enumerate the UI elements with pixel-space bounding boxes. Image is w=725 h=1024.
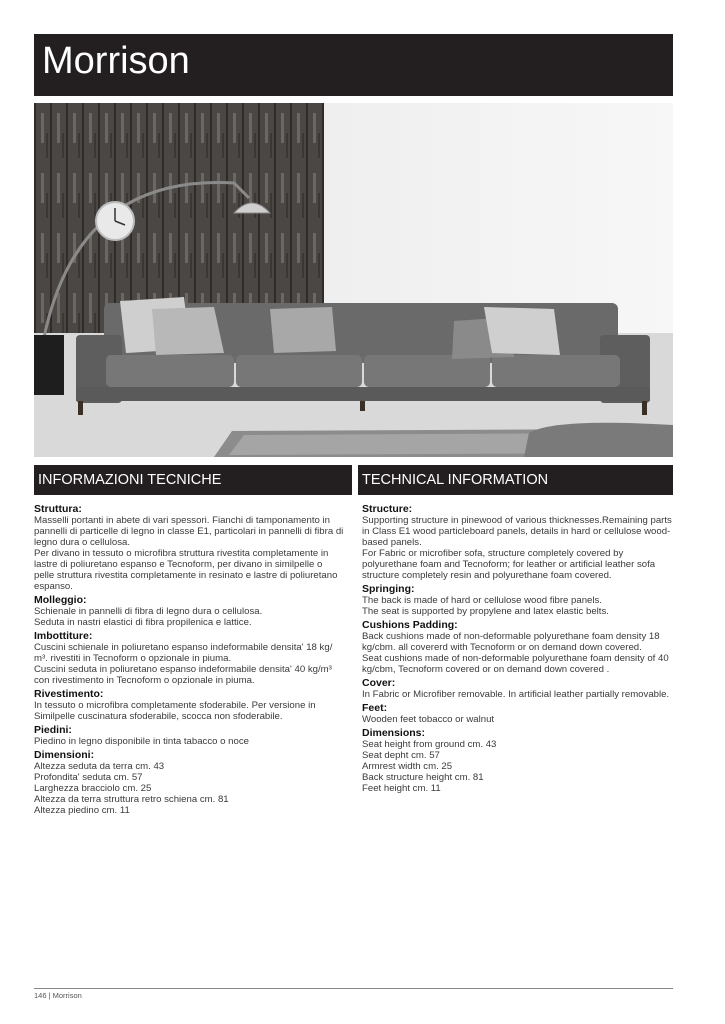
heading-en-text: TECHNICAL INFORMATION — [362, 472, 549, 488]
block-heading: Springing: — [362, 583, 415, 595]
block-line: structure completely resin and polyurethane foam covered. — [362, 570, 612, 581]
block-heading: Cushions Padding: — [362, 619, 458, 631]
block-line: Cuscini seduta in poliuretano espanso indeformabile densita' 40 kg/m³ — [34, 664, 332, 675]
block-line: Back cushions made of non-deformable polyurethane foam density 18 — [362, 631, 660, 642]
block-heading: Piedini: — [34, 724, 72, 736]
footer-divider — [34, 988, 673, 989]
block-line: Altezza piedino cm. 11 — [34, 805, 130, 816]
block-line: Masselli portanti in abete di vari spessori. Fianchi di tamponamento in — [34, 515, 330, 526]
block-line: kg/cbm. all covererd with Tecnoform or on demand down covered. — [362, 642, 642, 653]
block-line: Supporting structure in pinewood of various thicknesses.Remaining parts — [362, 515, 672, 526]
block-heading: Dimensioni: — [34, 749, 95, 761]
block-line: Seat height from ground cm. 43 — [362, 739, 497, 750]
column-english — [362, 501, 673, 794]
block-line: Armrest width cm. 25 — [362, 761, 453, 772]
block-line: The back is made of hard or cellulose wood fibre panels. — [362, 595, 602, 606]
block-heading: Structure: — [362, 503, 413, 515]
block-line: Larghezza bracciolo cm. 25 — [34, 783, 152, 794]
block-heading: Imbottiture: — [34, 630, 93, 642]
block-line: Piedino in legno disponibile in tinta tabacco o noce — [34, 736, 249, 747]
block-line: Per divano in tessuto o microfibra struttura rivestita completamente in — [34, 548, 329, 559]
heading-en — [358, 465, 673, 495]
column-italian — [34, 501, 352, 816]
block-line: m³. rivestiti in Tecnoform o opzionale in piuma. — [34, 653, 232, 664]
block-line: lastre di poliuretano espanso e Tecnoform, per divano in similpelle o — [34, 559, 323, 570]
heading-it — [34, 465, 352, 495]
block-line: Cuscini schienale in poliuretano espanso indeformabile densita' 18 kg/ — [34, 642, 333, 653]
block-line: con rivestimento in Tecnoform o opzionale in piuma. — [34, 675, 255, 686]
product-photo — [34, 103, 673, 457]
block-line: kg/cbm, Tecnoform covered or on demand down covered . — [362, 664, 610, 675]
block-heading: Cover: — [362, 677, 396, 689]
block-line: In Fabric or Microfiber removable. In artificial leather partially removable. — [362, 689, 670, 700]
block-line: Wooden feet tobacco or walnut — [362, 714, 495, 725]
block-line: Schienale in pannelli di fibra di legno dura o cellulosa. — [34, 606, 263, 617]
block-line: based panels. — [362, 537, 422, 548]
block-line: pelle struttura rivestita completamente in resinato e lastre di poliuretano — [34, 570, 338, 581]
page-title: Morrison — [42, 40, 190, 82]
block-line: Seat cushions made of non-deformable polyurethane foam density of 40 — [362, 653, 669, 664]
block-line: In tessuto o microfibra completamente sfoderabile. Per versione in — [34, 700, 316, 711]
block-heading: Struttura: — [34, 503, 82, 515]
block-line: Seat depht cm. 57 — [362, 750, 440, 761]
title-bar — [34, 34, 673, 96]
block-line: Profondita' seduta cm. 57 — [34, 772, 143, 783]
sofa-illustration — [34, 103, 673, 457]
block-line: legno dura o cellulosa. — [34, 537, 131, 548]
block-line: in Class E1 wood particleboard panels, details in hard or cellulose wood- — [362, 526, 671, 537]
block-line: Similpelle cuscinatura sfoderabile, scocca non sfoderabile. — [34, 711, 283, 722]
block-heading: Molleggio: — [34, 594, 87, 606]
block-line: pannelli di particelle di legno in classe E1, particolari in pannelli di fibra di — [34, 526, 344, 537]
block-line: Altezza da terra struttura retro schiena cm. 81 — [34, 794, 229, 805]
block-heading: Feet: — [362, 702, 388, 714]
block-line: Altezza seduta da terra cm. 43 — [34, 761, 165, 772]
heading-it-text: INFORMAZIONI TECNICHE — [38, 472, 222, 488]
block-line: For Fabric or microfiber sofa, structure completely covered by — [362, 548, 624, 559]
block-line: Feet height cm. 11 — [362, 783, 441, 794]
block-heading: Rivestimento: — [34, 688, 104, 700]
page-footer: 146 | Morrison — [34, 991, 82, 1000]
block-line: The seat is supported by propylene and latex elastic belts. — [362, 606, 609, 617]
block-heading: Dimensions: — [362, 727, 426, 739]
block-line: polyurethane foam and Tecnoform; for leather or artificial leather sofa — [362, 559, 656, 570]
block-line: Seduta in nastri elastici di fibra propilenica e lattice. — [34, 617, 252, 628]
block-line: Back structure height cm. 81 — [362, 772, 484, 783]
block-line: espanso. — [34, 581, 73, 592]
